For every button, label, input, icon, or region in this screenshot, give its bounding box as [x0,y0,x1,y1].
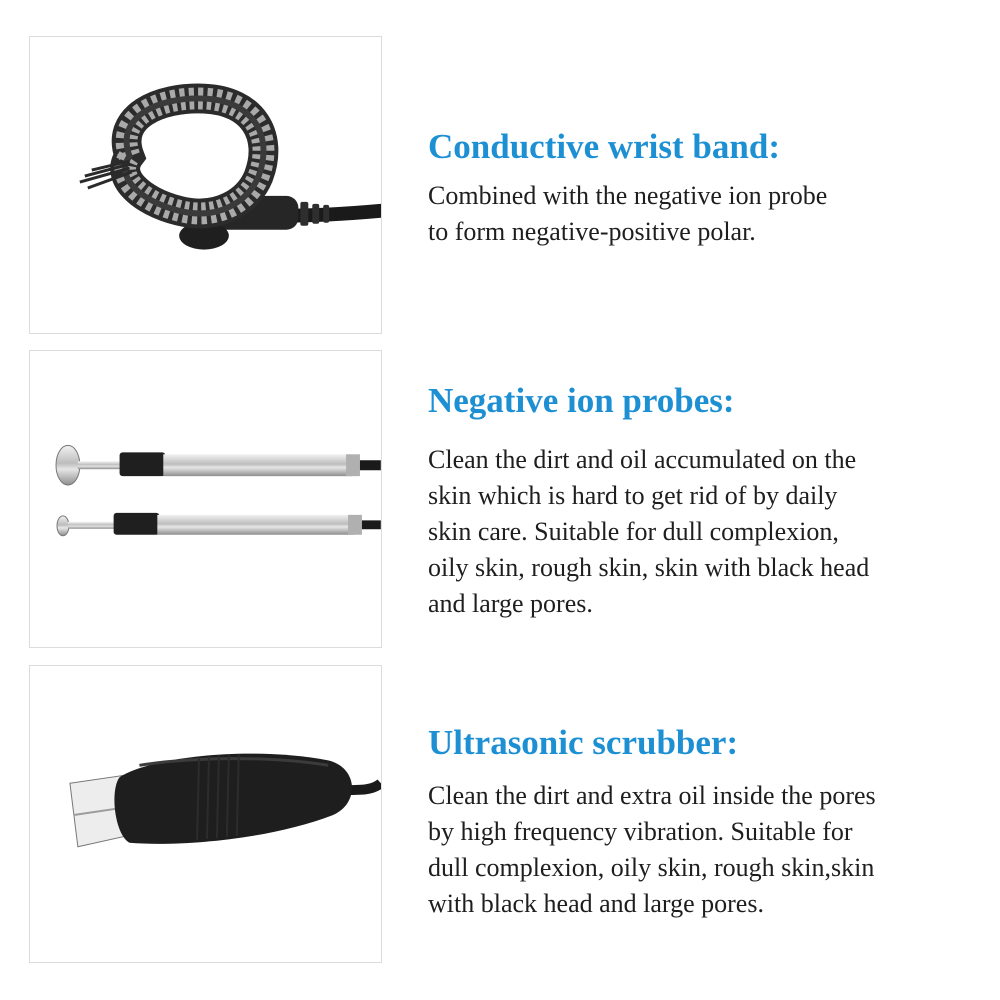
description-line: Combined with the negative ion probe [428,181,828,210]
wrist-band-image-panel [29,36,382,334]
scrubber-image-panel [29,665,382,963]
ion-probes-description [428,380,988,622]
description-line: Clean the dirt and oil accumulated on the [428,445,857,474]
description-line: skin care. Suitable for dull complexion, [428,517,839,546]
description-line: oily skin, rough skin, skin with black head [428,553,870,582]
description-line: to form negative-positive polar. [428,217,756,246]
scrubber-title: Ultrasonic scrubber: [428,723,739,762]
wrist-band-title: Conductive wrist band: [428,127,780,166]
description-line: with black head and large pores. [428,889,764,918]
scrubber-description [428,722,988,922]
wrist-band-description [428,126,988,250]
description-line: by high frequency vibration. Suitable for [428,817,853,846]
description-line: and large pores. [428,589,593,618]
ion-probes-title: Negative ion probes: [428,381,735,420]
wrist-band-icon [30,37,381,333]
ion-probes-image-panel [29,350,382,648]
description-line: dull complexion, oily skin, rough skin,skin [428,853,875,882]
ion-probe-icon [30,351,381,647]
description-line: skin which is hard to get rid of by daily [428,481,838,510]
ultrasonic-scrubber-icon [30,666,381,962]
description-line: Clean the dirt and extra oil inside the pores [428,781,876,810]
